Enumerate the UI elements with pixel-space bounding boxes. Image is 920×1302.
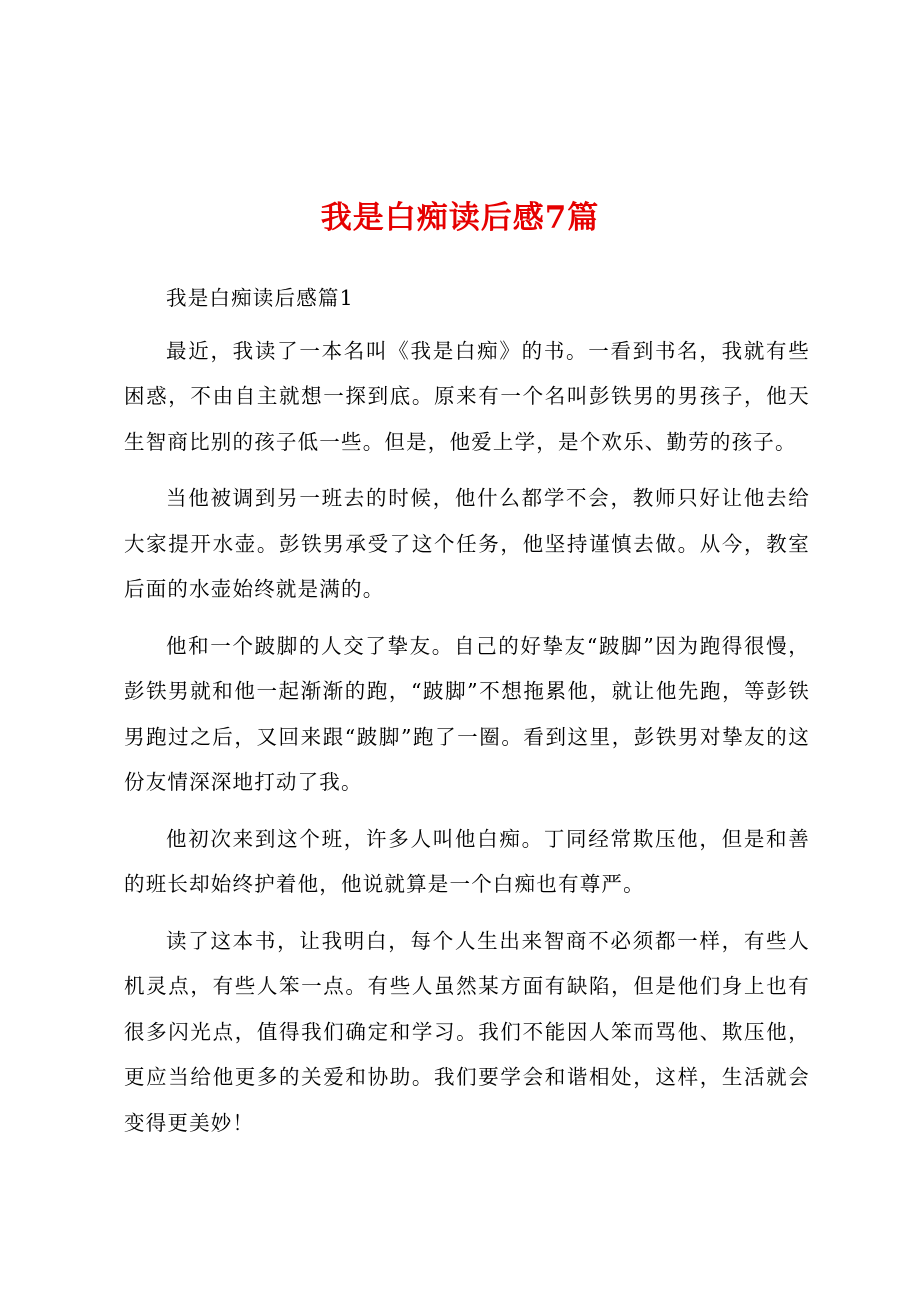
section-heading: 我是白痴读后感篇1 [166,286,354,310]
document-body [124,276,810,1157]
paragraph: 读了这本书，让我明白，每个人生出来智商不必须都一样，有些人机灵点，有些人笨一点。有些人虽然某方面有缺陷，但是他们身上也有很多闪光点，值得我们确定和学习。我们不能因人笨而骂他、欺压他，更应当给他更多的关爱和协助。我们要学会和谐相处，这样，生活就会变得更美妙！ [124,928,810,1135]
paragraph: 最近，我读了一本名叫《我是白痴》的书。一看到书名，我就有些困惑，不由自主就想一探到底。原来有一个名叫彭铁男的男孩子，他天生智商比别的孩子低一些。但是，他爱上学，是个欢乐、勤劳的孩子。 [124,338,810,454]
paragraph: 他和一个跛脚的人交了挚友。自己的好挚友“跛脚”因为跑得很慢，彭铁男就和他一起渐渐的跑，“跛脚”不想拖累他，就让他先跑，等彭铁男跑过之后，又回来跟“跛脚”跑了一圈。看到这里，彭铁男对挚友的这份友情深深地打动了我。 [124,633,810,794]
document-title: 我是白痴读后感7篇 [320,200,600,236]
paragraph: 当他被调到另一班去的时候，他什么都学不会，教师只好让他去给大家提开水壶。彭铁男承受了这个任务，他坚持谨慎去做。从今，教室后面的水壶始终就是满的。 [124,486,810,601]
paragraph: 他初次来到这个班，许多人叫他白痴。丁同经常欺压他，但是和善的班长却始终护着他，他说就算是一个白痴也有尊严。 [124,826,810,896]
